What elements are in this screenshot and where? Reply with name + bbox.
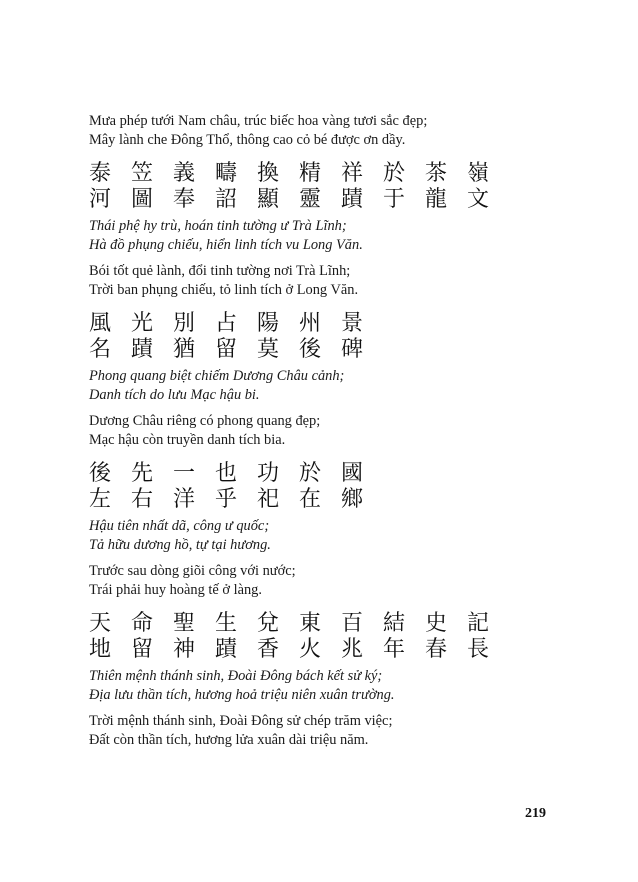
han-verse-3 <box>89 461 559 513</box>
translation-1 <box>89 262 559 299</box>
transliteration-line: Thái phệ hy trù, hoán tinh tường ư Trà Lĩnh; <box>89 218 347 234</box>
han-verse-2 <box>89 311 559 363</box>
han-line: 後 先 一 也 功 於 國 <box>89 461 370 486</box>
transliteration-4 <box>89 667 559 704</box>
translation-4 <box>89 712 559 749</box>
page-body <box>89 112 559 757</box>
transliteration-line: Hậu tiên nhất dã, công ư quốc; <box>89 518 270 534</box>
transliteration-2 <box>89 367 559 404</box>
translation-line: Mạc hậu còn truyền danh tích bia. <box>89 431 286 448</box>
translation-line: Trời ban phụng chiếu, tỏ linh tích ở Long Văn. <box>89 281 359 298</box>
han-verse-4 <box>89 611 559 663</box>
translation-line: Trái phải huy hoàng tế ở làng. <box>89 581 262 598</box>
translation-line: Trước sau dòng giõi công với nước; <box>89 563 296 579</box>
translation-line: Đất còn thần tích, hương lửa xuân dài triệu năm. <box>89 731 369 748</box>
translation-line: Trời mệnh thánh sinh, Đoài Đông sử chép trăm việc; <box>89 713 393 729</box>
transliteration-1 <box>89 217 559 254</box>
intro-line: Mưa phép tưới Nam châu, trúc biếc hoa vàng tươi sắc đẹp; <box>89 113 428 129</box>
transliteration-3 <box>89 517 559 554</box>
transliteration-line: Hà đồ phụng chiếu, hiển linh tích vu Long Văn. <box>89 236 363 253</box>
translation-line: Dương Châu riêng có phong quang đẹp; <box>89 413 321 429</box>
translation-2 <box>89 412 559 449</box>
han-line: 地 留 神 蹟 香 火 兆 年 春 長 <box>89 637 496 662</box>
page-number: 219 <box>525 806 546 821</box>
transliteration-line: Thiên mệnh thánh sinh, Đoài Đông bách kết sử ký; <box>89 668 383 684</box>
intro-verse <box>89 112 559 149</box>
han-line: 天 命 聖 生 兌 東 百 結 史 記 <box>89 611 496 636</box>
han-verse-1 <box>89 161 559 213</box>
han-line: 名 蹟 猶 留 莫 後 碑 <box>89 337 370 362</box>
transliteration-line: Địa lưu thần tích, hương hoả triệu niên xuân trường. <box>89 686 395 703</box>
han-line: 河 圖 奉 詔 顯 靈 蹟 于 龍 文 <box>89 187 496 212</box>
han-line: 泰 笠 義 疇 換 精 祥 於 茶 嶺 <box>89 161 496 186</box>
translation-line: Bói tốt quẻ lành, đổi tinh tường nơi Trà Lĩnh; <box>89 263 351 279</box>
transliteration-line: Danh tích do lưu Mạc hậu bi. <box>89 386 260 403</box>
transliteration-line: Phong quang biệt chiếm Dương Châu cảnh; <box>89 368 345 384</box>
intro-line: Mây lành che Đông Thổ, thông cao cỏ bé được ơn dầy. <box>89 131 406 148</box>
transliteration-line: Tả hữu dương hồ, tự tại hương. <box>89 536 271 553</box>
han-line: 風 光 別 占 陽 州 景 <box>89 311 370 336</box>
translation-3 <box>89 562 559 599</box>
han-line: 左 右 洋 乎 祀 在 鄉 <box>89 487 370 512</box>
